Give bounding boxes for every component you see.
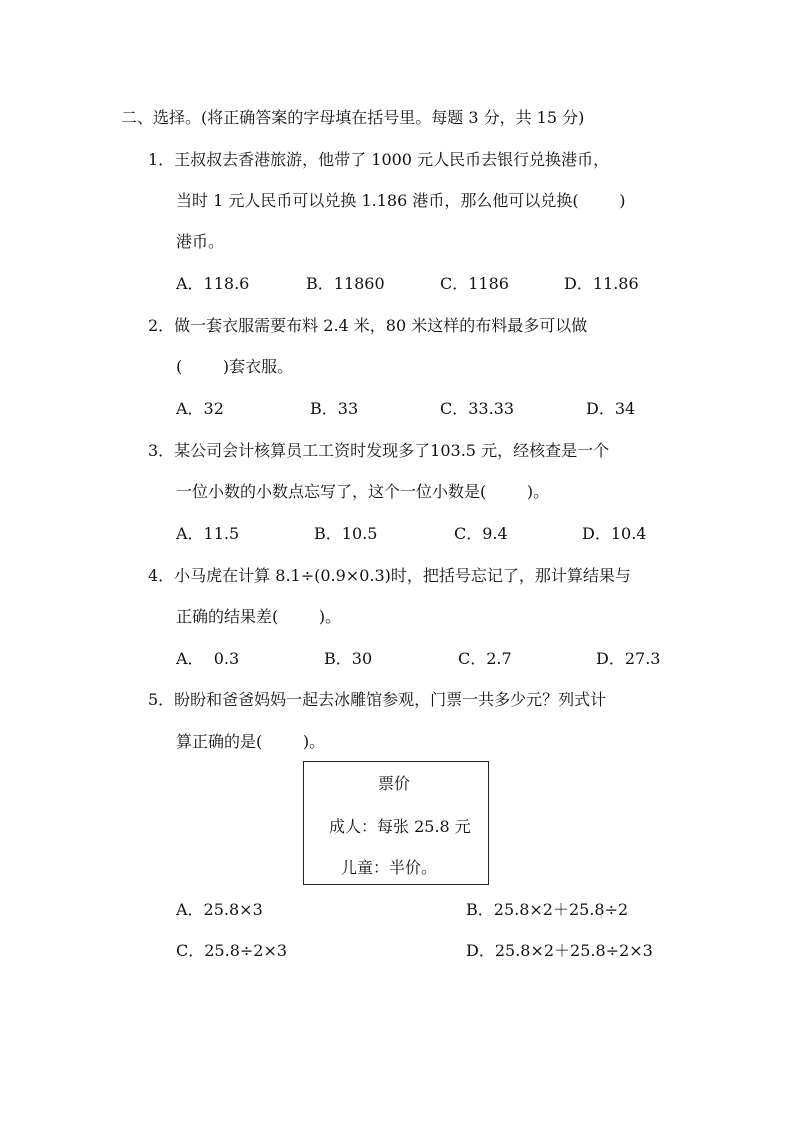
question-1-option-d[interactable]: D．11.86 — [564, 274, 639, 293]
question-2-line-1: 2．做一套衣服需要布料 2.4 米，80 米这样的布料最多可以做 — [148, 316, 588, 335]
ticket-title: 票价 — [378, 774, 411, 793]
question-5-option-a[interactable]: A．25.8×3 — [176, 900, 263, 919]
section-heading: 二、选择。(将正确答案的字母填在括号里。每题 3 分，共 15 分) — [121, 108, 585, 127]
question-2-option-b[interactable]: B．33 — [310, 399, 359, 418]
question-4-option-d[interactable]: D．27.3 — [596, 649, 661, 668]
question-2-option-a[interactable]: A．32 — [176, 399, 224, 418]
question-4-option-c[interactable]: C．2.7 — [458, 649, 512, 668]
question-5-option-c[interactable]: C．25.8÷2×3 — [176, 941, 288, 960]
question-3-option-a[interactable]: A．11.5 — [176, 524, 240, 543]
question-1-line-3: 港币。 — [176, 232, 225, 251]
question-4-line-2: 正确的结果差( )。 — [176, 607, 342, 626]
question-4-option-a[interactable]: A． 0.3 — [176, 649, 240, 668]
question-2-option-d[interactable]: D．34 — [586, 399, 636, 418]
question-3-option-c[interactable]: C．9.4 — [454, 524, 508, 543]
question-5-option-b[interactable]: B．25.8×2＋25.8÷2 — [466, 900, 629, 919]
question-4-line-1: 4．小马虎在计算 8.1÷(0.9×0.3)时，把括号忘记了，那计算结果与 — [148, 566, 631, 585]
question-3-line-2: 一位小数的小数点忘写了，这个一位小数是( )。 — [176, 482, 550, 501]
question-1-line-2: 当时 1 元人民币可以兑换 1.186 港币，那么他可以兑换( ) — [176, 191, 626, 210]
question-1-option-a[interactable]: A．118.6 — [176, 274, 250, 293]
question-2-option-c[interactable]: C．33.33 — [440, 399, 515, 418]
question-5-line-1: 5．盼盼和爸爸妈妈一起去冰雕馆参观，门票一共多少元？列式计 — [148, 690, 607, 709]
question-3-option-b[interactable]: B．10.5 — [314, 524, 378, 543]
question-1-line-1: 1．王叔叔去香港旅游，他带了 1000 元人民币去银行兑换港币， — [148, 150, 610, 169]
ticket-adult-price: 成人：每张 25.8 元 — [329, 817, 471, 836]
question-3-option-d[interactable]: D．10.4 — [582, 524, 647, 543]
question-2-line-2: ( )套衣服。 — [176, 357, 294, 376]
question-1-option-c[interactable]: C．1186 — [440, 274, 509, 293]
ticket-price-box — [303, 761, 489, 885]
question-3-line-1: 3．某公司会计核算员工工资时发现多了103.5 元，经核查是一个 — [148, 441, 610, 460]
question-1-option-b[interactable]: B．11860 — [306, 274, 385, 293]
question-5-option-d[interactable]: D．25.8×2＋25.8÷2×3 — [466, 941, 653, 960]
question-5-line-2: 算正确的是( )。 — [176, 732, 326, 751]
question-4-option-b[interactable]: B．30 — [324, 649, 373, 668]
ticket-child-price: 儿童：半价。 — [341, 858, 438, 877]
